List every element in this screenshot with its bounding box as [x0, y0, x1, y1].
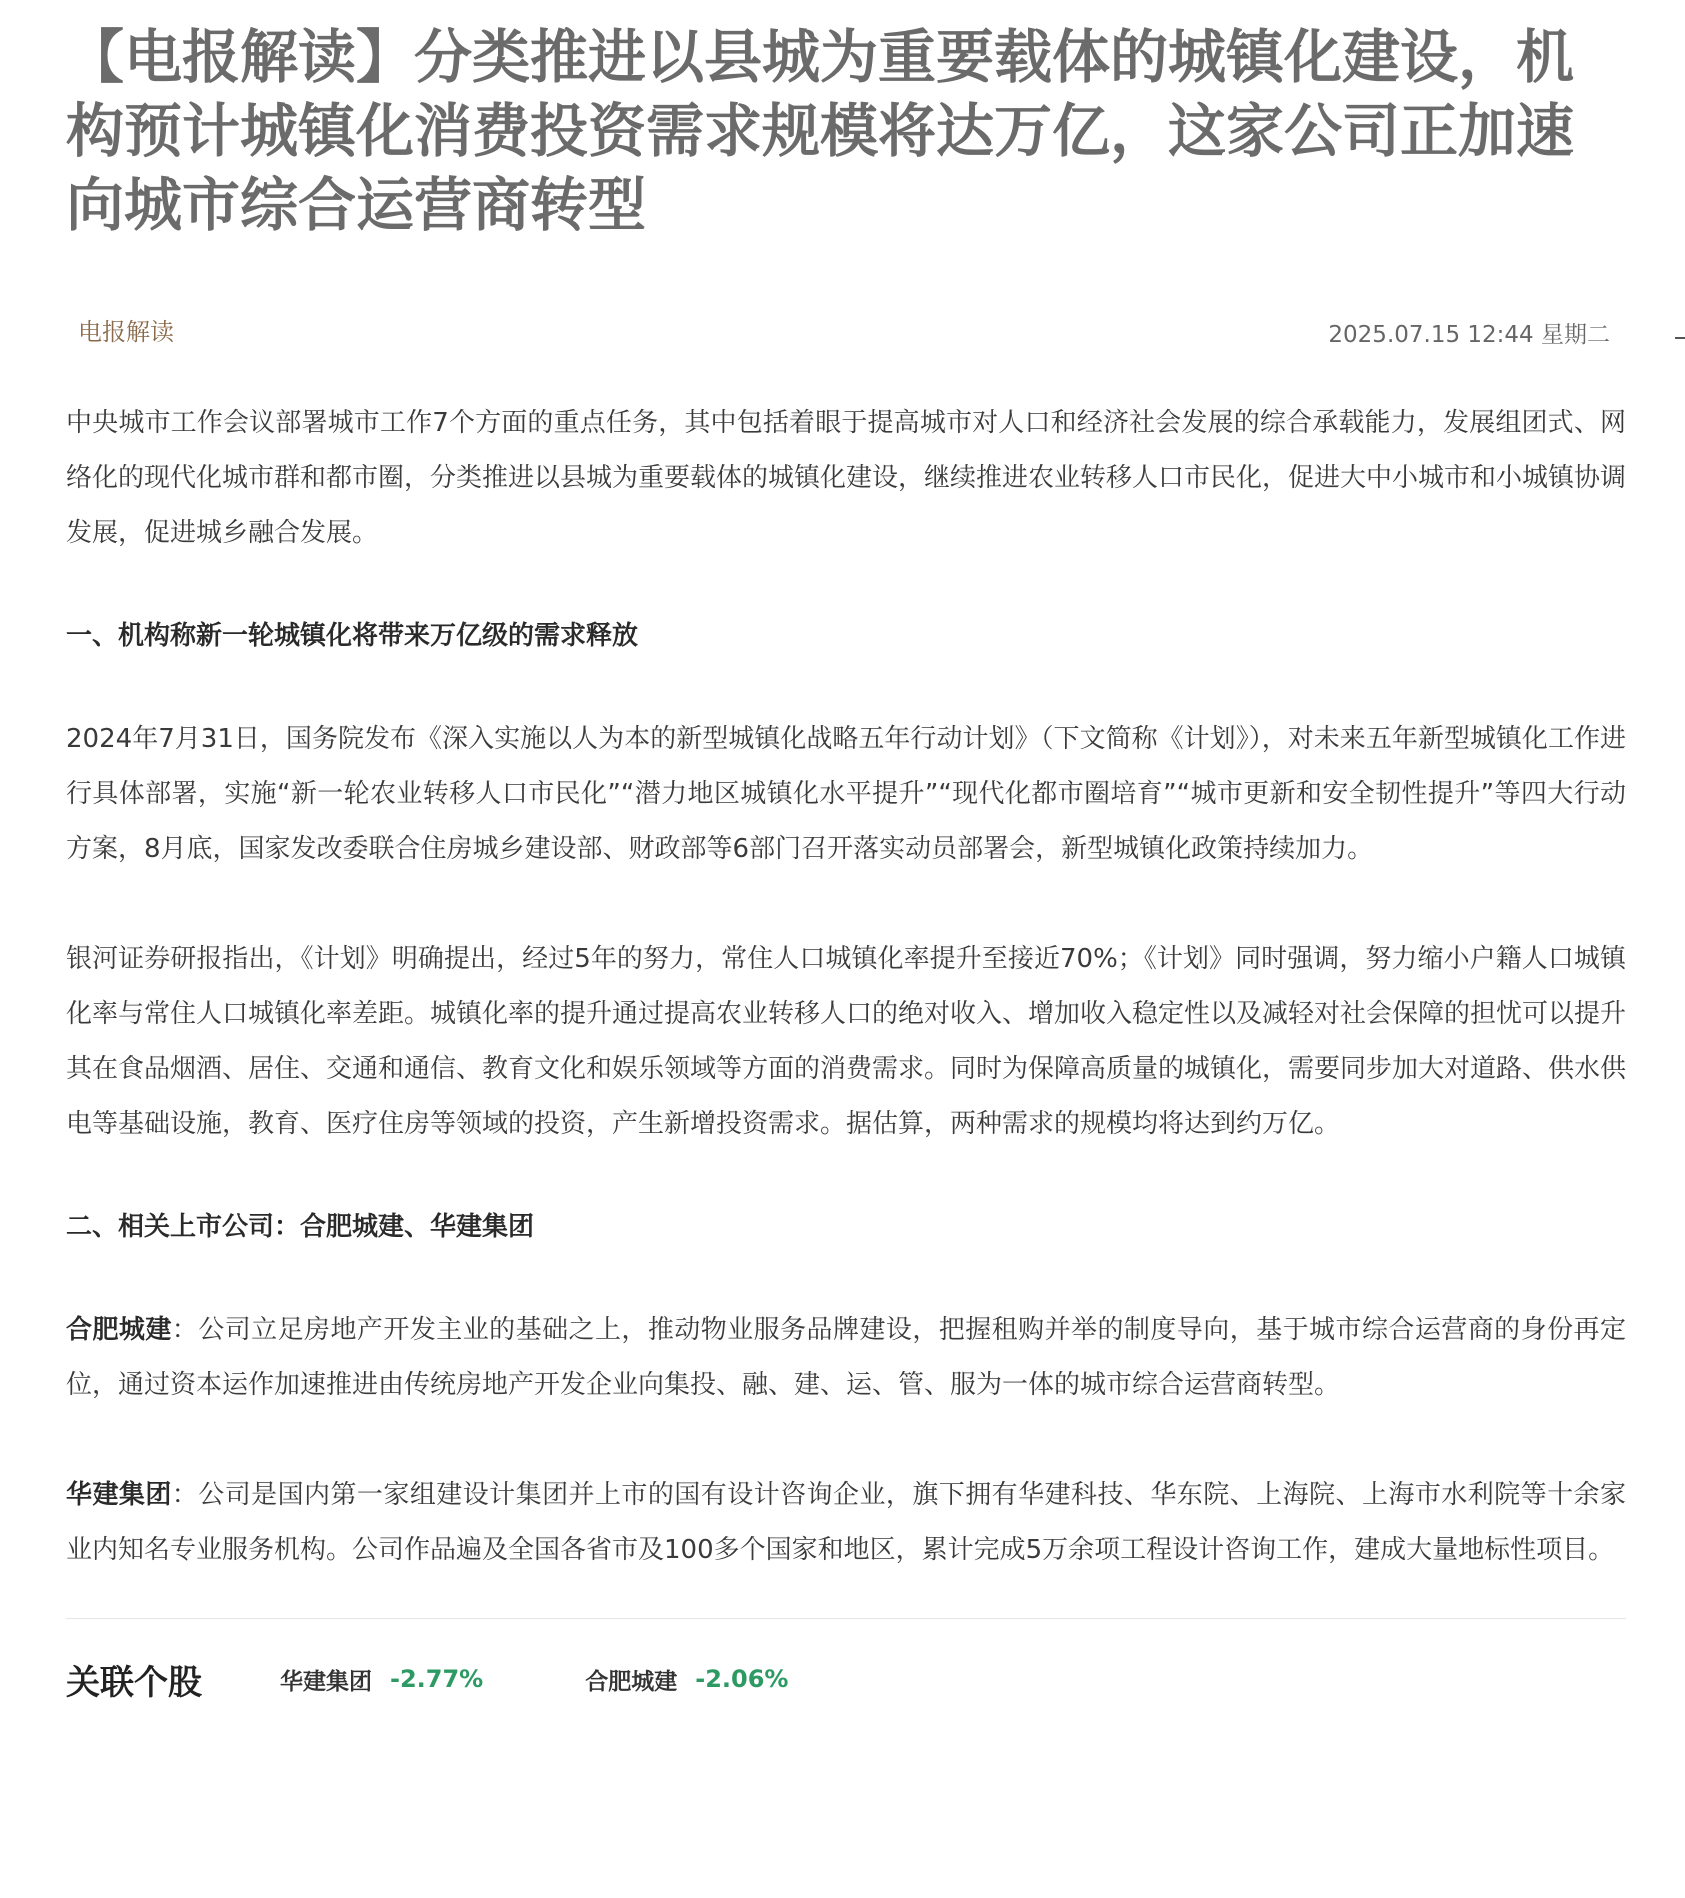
article-body: [66, 396, 1626, 1578]
stock-name: 合肥城建: [585, 1668, 678, 1695]
company-text-hefei: ：公司立足房地产开发主业的基础之上，推动物业服务品牌建设，把握租购并举的制度导向，基于城市综合运营商的身份再定位，通过资本运作加速推进由传统房地产开发企业向集投、融、建、运、管、服为一体的城市综合运营商转型。: [66, 1315, 1626, 1400]
divider: [66, 1618, 1626, 1619]
company-name-hefei: 合肥城建: [66, 1315, 172, 1345]
publish-timestamp: 2025.07.15 12:44 星期二: [1328, 322, 1610, 348]
company-name-huajian: 华建集团: [66, 1480, 172, 1510]
stock-change: -2.77%: [390, 1665, 484, 1693]
company-paragraph-hefei: [66, 1303, 1626, 1413]
intro-paragraph: 中央城市工作会议部署城市工作7个方面的重点任务，其中包括着眼于提高城市对人口和经济社会发展的综合承载能力，发展组团式、网络化的现代化城市群和都市圈，分类推进以县城为重要载体的城镇化建设，继续推进农业转移人口市民化，促进大中小城市和小城镇协调发展，促进城乡融合发展。: [66, 408, 1627, 548]
company-text-huajian: ：公司是国内第一家组建设计集团并上市的国有设计咨询企业，旗下拥有华建科技、华东院、上海院、上海市水利院等十余家业内知名专业服务机构。公司作品遍及全国各省市及100多个国家和地区，累计完成5万余项工程设计咨询工作，建成大量地标性项目。: [66, 1480, 1626, 1565]
section-heading-2: 二、相关上市公司：合肥城建、华建集团: [66, 1212, 535, 1242]
company-paragraph-huajian: [66, 1468, 1626, 1578]
article-title: 【电报解读】分类推进以县城为重要载体的城镇化建设，机构预计城镇化消费投资需求规模将达万亿，这家公司正加速向城市综合运营商转型: [66, 23, 1575, 239]
stock-item-huajian[interactable]: [280, 1663, 483, 1696]
stock-item-hefei[interactable]: [585, 1663, 788, 1696]
related-stocks-heading: 关联个股: [66, 1662, 202, 1703]
category-tag[interactable]: 电报解读: [78, 318, 174, 346]
article-page: [66, 20, 1626, 1709]
article-meta: [66, 312, 1626, 352]
section1-paragraph-2: 银河证券研报指出，《计划》明确提出，经过5年的努力，常住人口城镇化率提升至接近70%；《计划》同时强调，努力缩小户籍人口城镇化率与常住人口城镇化率差距。城镇化率的提升通过提高农业转移人口的绝对收入、增加收入稳定性以及减轻对社会保障的担忧可以提升其在食品烟酒、居住、交通和通信、教育文化和娱乐领域等方面的消费需求。同时为保障高质量的城镇化，需要同步加大对道路、供水供电等基础设施，教育、医疗住房等领域的投资，产生新增投资需求。据估算，两种需求的规模均将达到约万亿。: [66, 944, 1627, 1139]
stock-change: -2.06%: [695, 1665, 789, 1693]
edge-mark: [1675, 337, 1685, 339]
related-stocks: [66, 1649, 1626, 1709]
section-heading-1: 一、机构称新一轮城镇化将带来万亿级的需求释放: [66, 621, 639, 651]
stock-name: 华建集团: [280, 1668, 372, 1695]
section1-paragraph-1: 2024年7月31日，国务院发布《深入实施以人为本的新型城镇化战略五年行动计划》（下文简称《计划》），对未来五年新型城镇化工作进行具体部署，实施“新一轮农业转移人口市民化”“潜力地区城镇化水平提升”“现代化都市圈培育”“城市更新和安全韧性提升”等四大行动方案，8月底，国家发改委联合住房城乡建设部、财政部等6部门召开落实动员部署会，新型城镇化政策持续加力。: [66, 724, 1626, 864]
